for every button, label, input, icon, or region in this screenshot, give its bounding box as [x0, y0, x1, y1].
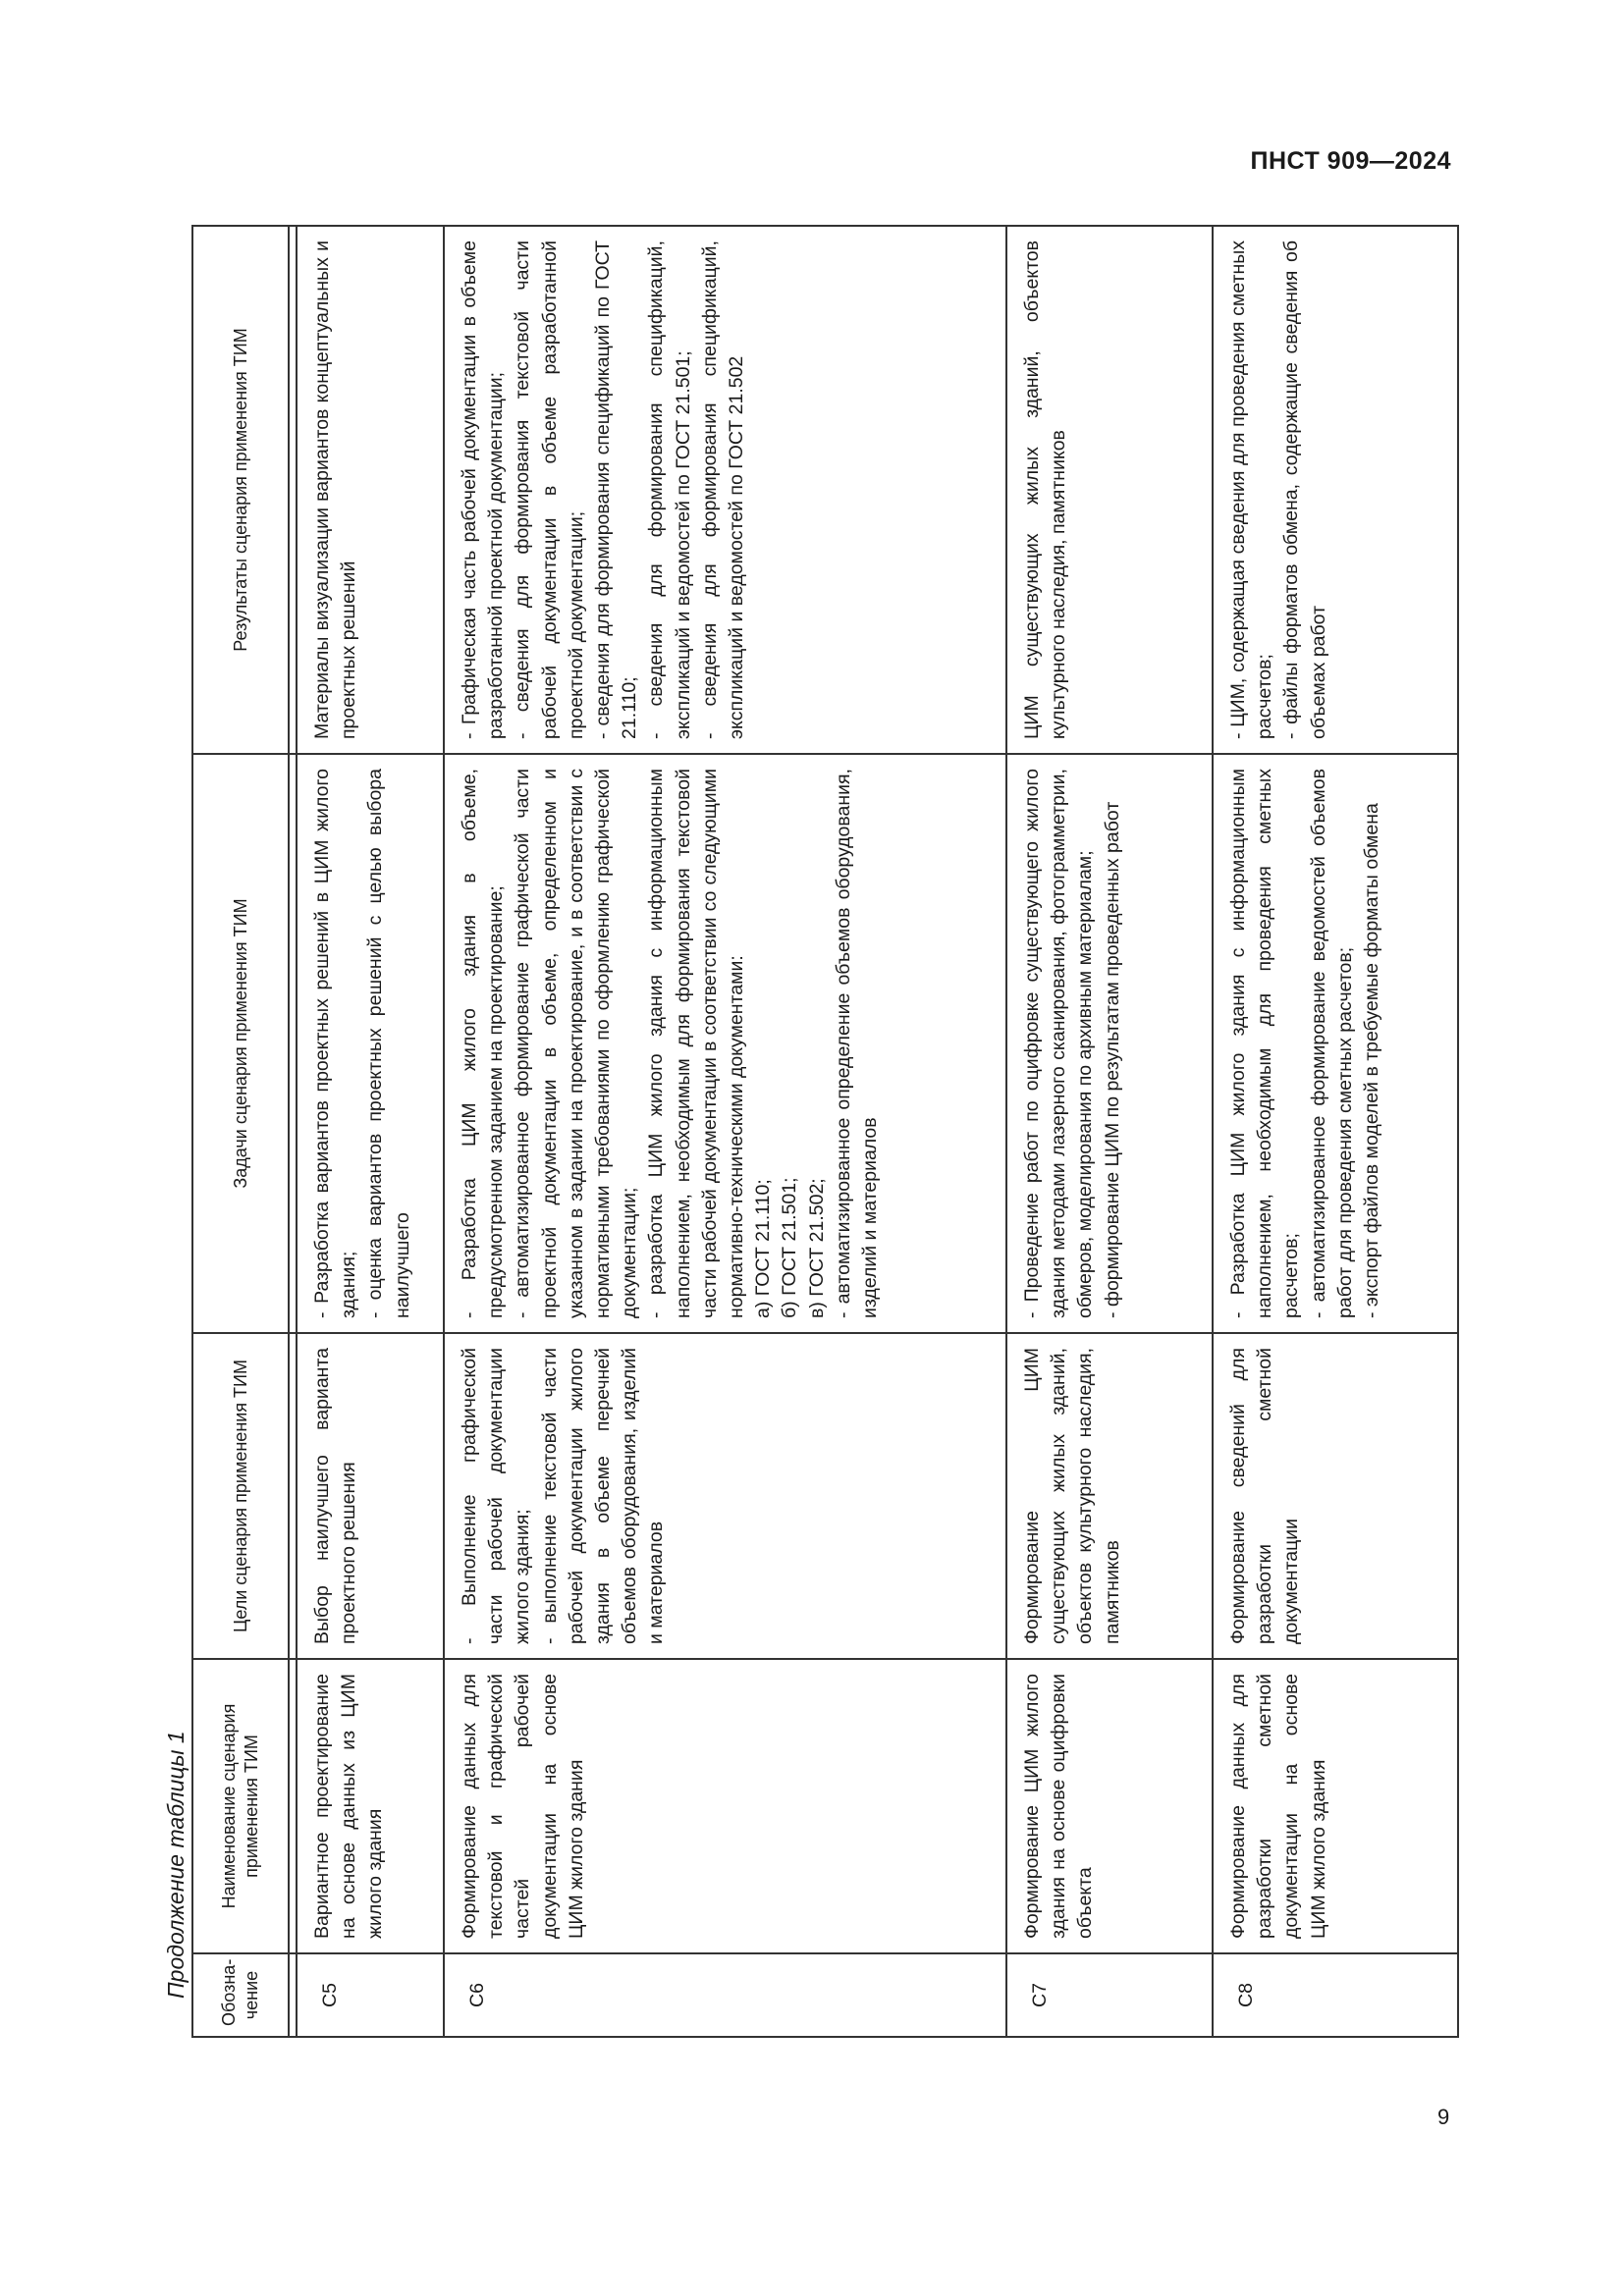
task-item: - автоматизированное формирование графической части проектной документации в объеме, определенном и указанном в задании на проектирование, и в соответствии с нормативными требованиями по оформлению графической документации;: [512, 769, 641, 1318]
table-row: [444, 226, 1006, 2037]
task-item: - автоматизированное формирование ведомостей объемов работ для проведения сметных расчетов;: [1307, 769, 1356, 1318]
row-goals: [444, 1333, 1006, 1659]
row-results: [444, 226, 1006, 754]
header-name: Наименование сценария применения ТИМ: [192, 1659, 289, 1953]
task-item: - оценка вариантов проектных решений с целью выбора наилучшего: [364, 769, 413, 1318]
goal-item: - Выполнение графической части рабочей документации жилого здания;: [459, 1348, 534, 1644]
row-goals: [1006, 1333, 1213, 1659]
result-item: - файлы форматов обмена, содержащие сведения об объемах работ: [1280, 240, 1329, 739]
row-tasks: [1213, 754, 1458, 1333]
task-item: а) ГОСТ 21.110;: [752, 1179, 775, 1318]
table-row: [297, 226, 444, 2037]
task-item: - Разработка ЦИМ жилого здания с информационным наполнением, необходимым для проведения сметных расчетов;: [1227, 769, 1303, 1318]
result-item: - сведения для формирования спецификаций, экспликаций и ведомостей по ГОСТ 21.501;: [645, 240, 694, 739]
header-tasks: Задачи сценария применения ТИМ: [192, 754, 289, 1333]
row-name: Формирование данных для текстовой и графической частей рабочей документации на основе ЦИМ жилого здания: [444, 1659, 1006, 1953]
scenario-table: [191, 225, 1459, 2038]
rotated-table-wrapper: [191, 227, 1451, 2038]
row-name: Вариантное проектирование на основе данных из ЦИМ жилого здания: [297, 1659, 444, 1953]
task-item: в) ГОСТ 21.502;: [805, 1178, 828, 1318]
task-item: - экспорт файлов моделей в требуемые форматы обмена: [1361, 803, 1383, 1318]
table-header-row: [192, 226, 289, 2037]
result-item: - ЦИМ, содержащая сведения для проведения сметных расчетов;: [1227, 240, 1276, 739]
task-item: - разработка ЦИМ жилого здания с информационным наполнением, необходимым для формирования текстовой части рабочей документации в соответствии со следующими нормативно-техническими документами:: [645, 769, 748, 1318]
goal-item: Выбор наилучшего варианта проектного решения: [311, 1348, 360, 1644]
table-caption: Продолжение таблицы 1: [163, 1731, 189, 1999]
result-item: - сведения для формирования спецификаций по ГОСТ 21.110;: [592, 240, 641, 739]
row-goals: [1213, 1333, 1458, 1659]
row-tasks: [297, 754, 444, 1333]
document-code: ПНСТ 909—2024: [1250, 147, 1451, 175]
task-item: - Разработка ЦИМ жилого здания в объеме, предусмотренном заданием на проектирование;: [459, 769, 508, 1318]
result-item: Материалы визуализации вариантов концептуальных и проектных решений: [311, 240, 360, 739]
task-item: - автоматизированное определение объемов оборудования, изделий и материалов: [832, 769, 882, 1318]
table-row: [1213, 226, 1458, 2037]
task-item: - Проведение работ по оцифровке существующего жилого здания методами лазерного сканирования, фотограмметрии, обмеров, моделирования по архивным материалам;: [1021, 769, 1097, 1318]
goal-item: Формирование сведений для разработки сметной документации: [1227, 1348, 1303, 1644]
header-results: Результаты сценария применения ТИМ: [192, 226, 289, 754]
row-tasks: [444, 754, 1006, 1333]
row-code: С8: [1213, 1953, 1458, 2037]
header-separator: [289, 226, 297, 2037]
goal-item: Формирование ЦИМ существующих жилых зданий, объектов культурного наследия, памятников: [1021, 1348, 1123, 1644]
table-row: [1006, 226, 1213, 2037]
header-goals: Цели сценария применения ТИМ: [192, 1333, 289, 1659]
result-item: - сведения для формирования текстовой части рабочей документации в объеме разработанной проектной документации;: [512, 240, 587, 739]
task-item: - Разработка вариантов проектных решений в ЦИМ жилого здания;: [311, 769, 360, 1318]
row-name: Формирование ЦИМ жилого здания на основе оцифровки объекта: [1006, 1659, 1213, 1953]
page-number: 9: [1437, 2105, 1450, 2129]
goal-item: - выполнение текстовой части рабочей документации жилого здания в объеме перечней объемов оборудования, изделий и материалов: [538, 1348, 668, 1644]
result-item: - Графическая часть рабочей документации в объеме разработанной проектной документации;: [459, 240, 508, 739]
result-item: - сведения для формирования спецификаций, экспликаций и ведомостей по ГОСТ 21.502: [698, 240, 748, 739]
row-results: [297, 226, 444, 754]
row-tasks: [1006, 754, 1213, 1333]
result-item: ЦИМ существующих жилых зданий, объектов культурного наследия, памятников: [1021, 240, 1070, 739]
task-item: б) ГОСТ 21.501;: [779, 1177, 801, 1318]
row-code: С5: [297, 1953, 444, 2037]
row-code: С6: [444, 1953, 1006, 2037]
row-code: С7: [1006, 1953, 1213, 2037]
task-item: - формирование ЦИМ по результатам проведенных работ: [1101, 801, 1123, 1318]
row-results: [1213, 226, 1458, 754]
row-name: Формирование данных для разработки сметной документации на основе ЦИМ жилого здания: [1213, 1659, 1458, 1953]
row-goals: [297, 1333, 444, 1659]
row-results: [1006, 226, 1213, 754]
header-code: Обозна-чение: [192, 1953, 289, 2037]
